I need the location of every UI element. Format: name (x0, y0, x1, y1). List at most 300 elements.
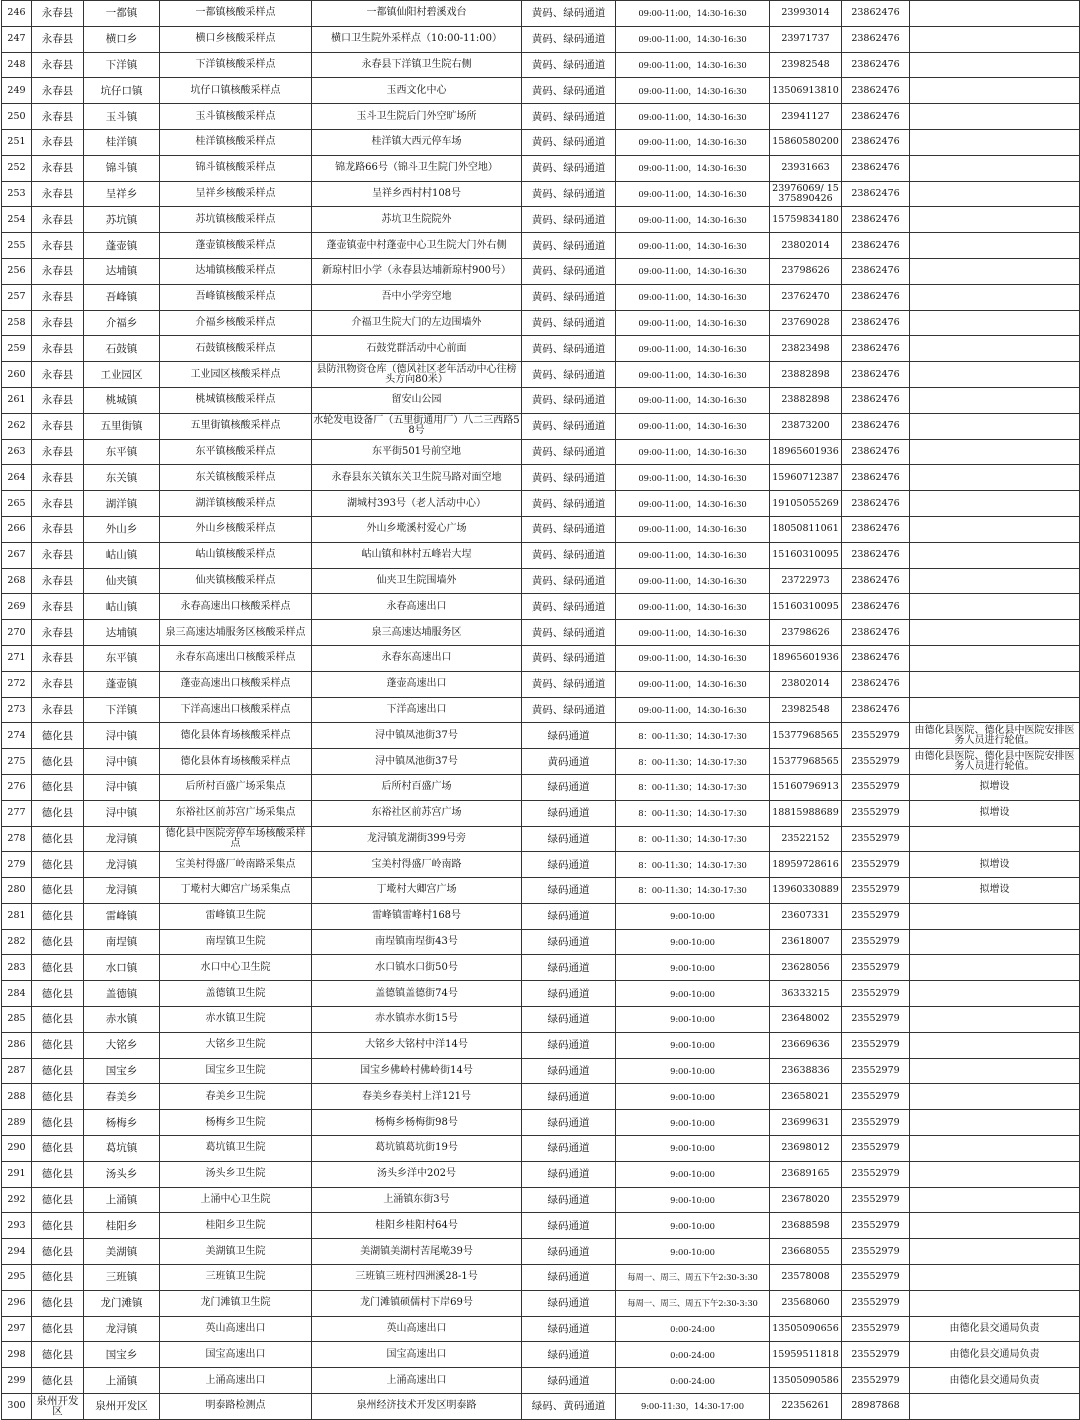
county-cell: 永春县 (32, 52, 84, 78)
contact-phone-cell: 15959511818 (770, 1342, 842, 1368)
note-cell (910, 387, 1080, 413)
address-cell: 新琼村旧小学（永春县达埔新琼村900号） (312, 258, 522, 284)
table-row (2, 1290, 1080, 1316)
contact-phone-cell: 13960330889 (770, 878, 842, 904)
address-cell: 东裕社区前苏宫广场 (312, 800, 522, 826)
hours-cell: 9:00-11:30，14:30-17:00 (616, 1394, 770, 1420)
county-cell: 永春县 (32, 1, 84, 27)
hours-cell: 9:00-10:00 (616, 1084, 770, 1110)
hotline-cell: 28987868 (842, 1394, 910, 1420)
site-name-cell: 盖德镇卫生院 (160, 981, 312, 1007)
town-cell: 下洋镇 (84, 697, 160, 723)
town-cell: 春美乡 (84, 1084, 160, 1110)
hotline-cell: 23862476 (842, 465, 910, 491)
row-number-cell: 275 (2, 749, 32, 775)
hours-cell: 9:00-10:00 (616, 1187, 770, 1213)
row-number-cell: 274 (2, 723, 32, 749)
channel-cell: 黄码、绿码通道 (522, 465, 616, 491)
row-number-cell: 248 (2, 52, 32, 78)
contact-phone-cell: 23522152 (770, 826, 842, 852)
hours-cell: 09:00-11:00，14:30-16:30 (616, 258, 770, 284)
channel-cell: 黄码、绿码通道 (522, 568, 616, 594)
row-number-cell: 251 (2, 129, 32, 155)
row-number-cell: 261 (2, 387, 32, 413)
site-name-cell: 下洋镇核酸采样点 (160, 52, 312, 78)
table-row (2, 1007, 1080, 1033)
table-row (2, 1187, 1080, 1213)
site-name-cell: 蓬壶高速出口核酸采样点 (160, 671, 312, 697)
channel-cell: 黄码、绿码通道 (522, 413, 616, 439)
contact-phone-cell: 23882898 (770, 362, 842, 388)
town-cell: 浔中镇 (84, 774, 160, 800)
town-cell: 湖洋镇 (84, 491, 160, 517)
contact-phone-cell: 23802014 (770, 671, 842, 697)
address-cell: 葛坑镇葛坑街19号 (312, 1136, 522, 1162)
contact-phone-cell: 23658021 (770, 1084, 842, 1110)
note-cell (910, 78, 1080, 104)
hotline-cell: 23862476 (842, 52, 910, 78)
row-number-cell: 265 (2, 491, 32, 517)
hours-cell: 0:00-24:00 (616, 1368, 770, 1394)
note-cell (910, 1058, 1080, 1084)
table-row (2, 129, 1080, 155)
hours-cell: 8：00-11:30；14:30-17:30 (616, 723, 770, 749)
hotline-cell: 23552979 (842, 1342, 910, 1368)
contact-phone-cell: 23688598 (770, 1213, 842, 1239)
town-cell: 外山乡 (84, 516, 160, 542)
site-name-cell: 石鼓镇核酸采样点 (160, 336, 312, 362)
contact-phone-cell: 15160310095 (770, 594, 842, 620)
address-cell: 龙门滩镇硕儒村下岸69号 (312, 1290, 522, 1316)
table-row (2, 1136, 1080, 1162)
table-row (2, 258, 1080, 284)
hotline-cell: 23552979 (842, 1161, 910, 1187)
table-row (2, 645, 1080, 671)
row-number-cell: 254 (2, 207, 32, 233)
table-row (2, 104, 1080, 130)
hotline-cell: 23552979 (842, 1110, 910, 1136)
hotline-cell: 23862476 (842, 362, 910, 388)
table-row (2, 671, 1080, 697)
town-cell: 龙浔镇 (84, 1316, 160, 1342)
town-cell: 龙门滩镇 (84, 1290, 160, 1316)
county-cell: 德化县 (32, 1239, 84, 1265)
note-cell (910, 310, 1080, 336)
hours-cell: 9:00-10:00 (616, 1032, 770, 1058)
contact-phone-cell: 13505090656 (770, 1316, 842, 1342)
channel-cell: 黄码、绿码通道 (522, 52, 616, 78)
row-number-cell: 259 (2, 336, 32, 362)
table-row (2, 207, 1080, 233)
county-cell: 德化县 (32, 1290, 84, 1316)
address-cell: 上涌镇东街3号 (312, 1187, 522, 1213)
address-cell: 春美乡春美村上洋121号 (312, 1084, 522, 1110)
address-cell: 盖德镇盖德街74号 (312, 981, 522, 1007)
site-name-cell: 南埕镇卫生院 (160, 929, 312, 955)
town-cell: 岵山镇 (84, 542, 160, 568)
address-cell: 龙浔镇龙湖街399号旁 (312, 826, 522, 852)
contact-phone-cell: 23982548 (770, 697, 842, 723)
row-number-cell: 282 (2, 929, 32, 955)
hotline-cell: 23862476 (842, 645, 910, 671)
channel-cell: 黄码、绿码通道 (522, 181, 616, 207)
county-cell: 德化县 (32, 1084, 84, 1110)
note-cell (910, 955, 1080, 981)
county-cell: 永春县 (32, 491, 84, 517)
channel-cell: 绿码通道 (522, 1187, 616, 1213)
county-cell: 德化县 (32, 749, 84, 775)
channel-cell: 黄码、绿码通道 (522, 129, 616, 155)
channel-cell: 绿码通道 (522, 981, 616, 1007)
channel-cell: 绿码通道 (522, 1290, 616, 1316)
table-row (2, 594, 1080, 620)
contact-phone-cell: 23882898 (770, 387, 842, 413)
row-number-cell: 246 (2, 1, 32, 27)
county-cell: 德化县 (32, 1136, 84, 1162)
address-cell: 浔中镇凤池街37号 (312, 749, 522, 775)
site-name-cell: 坑仔口镇核酸采样点 (160, 78, 312, 104)
table-row (2, 413, 1080, 439)
hours-cell: 09:00-11:00，14:30-16:30 (616, 52, 770, 78)
site-name-cell: 岵山镇核酸采样点 (160, 542, 312, 568)
hours-cell: 09:00-11:00，14:30-16:30 (616, 491, 770, 517)
site-name-cell: 介福乡核酸采样点 (160, 310, 312, 336)
note-cell (910, 645, 1080, 671)
channel-cell: 绿码通道 (522, 723, 616, 749)
row-number-cell: 260 (2, 362, 32, 388)
note-cell (910, 620, 1080, 646)
note-cell (910, 104, 1080, 130)
row-number-cell: 300 (2, 1394, 32, 1420)
hotline-cell: 23862476 (842, 104, 910, 130)
county-cell: 德化县 (32, 826, 84, 852)
hotline-cell: 23552979 (842, 903, 910, 929)
site-name-cell: 外山乡核酸采样点 (160, 516, 312, 542)
county-cell: 德化县 (32, 852, 84, 878)
town-cell: 杨梅乡 (84, 1110, 160, 1136)
site-name-cell: 仙夹镇核酸采样点 (160, 568, 312, 594)
contact-phone-cell: 23618007 (770, 929, 842, 955)
note-cell (910, 362, 1080, 388)
contact-phone-cell: 23993014 (770, 1, 842, 27)
channel-cell: 绿码通道 (522, 826, 616, 852)
site-name-cell: 雷峰镇卫生院 (160, 903, 312, 929)
note-cell (910, 1007, 1080, 1033)
hotline-cell: 23552979 (842, 1213, 910, 1239)
row-number-cell: 264 (2, 465, 32, 491)
hotline-cell: 23862476 (842, 129, 910, 155)
table-row (2, 439, 1080, 465)
hotline-cell: 23552979 (842, 1084, 910, 1110)
channel-cell: 黄码通道 (522, 749, 616, 775)
county-cell: 永春县 (32, 620, 84, 646)
channel-cell: 黄码、绿码通道 (522, 439, 616, 465)
contact-phone-cell: 23638836 (770, 1058, 842, 1084)
county-cell: 永春县 (32, 129, 84, 155)
note-cell: 由德化县交通局负责 (910, 1316, 1080, 1342)
channel-cell: 绿码通道 (522, 1316, 616, 1342)
table-row (2, 284, 1080, 310)
hotline-cell: 23552979 (842, 826, 910, 852)
table-row (2, 852, 1080, 878)
table-row (2, 491, 1080, 517)
hotline-cell: 23552979 (842, 1032, 910, 1058)
hours-cell: 8：00-11:30；14:30-17:30 (616, 774, 770, 800)
address-cell: 美湖镇美湖村苦尾墘39号 (312, 1239, 522, 1265)
hours-cell: 09:00-11:00，14:30-16:30 (616, 387, 770, 413)
note-cell: 由德化县交通局负责 (910, 1342, 1080, 1368)
county-cell: 永春县 (32, 671, 84, 697)
channel-cell: 黄码、绿码通道 (522, 516, 616, 542)
table-row (2, 52, 1080, 78)
channel-cell: 绿码通道 (522, 878, 616, 904)
hotline-cell: 23862476 (842, 155, 910, 181)
hours-cell: 每周一、周三、周五下午2:30-3:30 (616, 1290, 770, 1316)
channel-cell: 绿码通道 (522, 1110, 616, 1136)
note-cell (910, 129, 1080, 155)
table-row (2, 929, 1080, 955)
note-cell (910, 284, 1080, 310)
address-cell: 泉三高速达埔服务区 (312, 620, 522, 646)
channel-cell: 绿码通道 (522, 929, 616, 955)
town-cell: 盖德镇 (84, 981, 160, 1007)
table-row (2, 78, 1080, 104)
town-cell: 国宝乡 (84, 1058, 160, 1084)
address-cell: 后所村百盛广场 (312, 774, 522, 800)
note-cell (910, 1265, 1080, 1291)
row-number-cell: 285 (2, 1007, 32, 1033)
site-name-cell: 美湖镇卫生院 (160, 1239, 312, 1265)
contact-phone-cell: 23668055 (770, 1239, 842, 1265)
channel-cell: 黄码、绿码通道 (522, 387, 616, 413)
hours-cell: 09:00-11:00，14:30-16:30 (616, 78, 770, 104)
hours-cell: 09:00-11:00，14:30-16:30 (616, 439, 770, 465)
hotline-cell: 23552979 (842, 1290, 910, 1316)
note-cell (910, 594, 1080, 620)
site-name-cell: 国宝乡卫生院 (160, 1058, 312, 1084)
channel-cell: 绿码通道 (522, 1368, 616, 1394)
county-cell: 永春县 (32, 155, 84, 181)
contact-phone-cell: 23823498 (770, 336, 842, 362)
contact-phone-cell: 22356261 (770, 1394, 842, 1420)
site-name-cell: 永春东高速出口核酸采样点 (160, 645, 312, 671)
table-row (2, 1213, 1080, 1239)
table-row (2, 955, 1080, 981)
address-cell: 县防汛物资仓库（德风社区老年活动中心往榜头方向80米） (312, 362, 522, 388)
site-name-cell: 德化县中医院旁停车场核酸采样点 (160, 826, 312, 852)
address-cell: 英山高速出口 (312, 1316, 522, 1342)
hotline-cell: 23862476 (842, 439, 910, 465)
table-row (2, 1032, 1080, 1058)
site-name-cell: 一都镇核酸采样点 (160, 1, 312, 27)
county-cell: 德化县 (32, 1161, 84, 1187)
town-cell: 水口镇 (84, 955, 160, 981)
row-number-cell: 295 (2, 1265, 32, 1291)
contact-phone-cell: 23976069/ 15375890426 (770, 181, 842, 207)
channel-cell: 绿码通道 (522, 1239, 616, 1265)
table-row (2, 1058, 1080, 1084)
site-name-cell: 泉三高速达埔服务区核酸采样点 (160, 620, 312, 646)
contact-phone-cell: 15860580200 (770, 129, 842, 155)
county-cell: 永春县 (32, 645, 84, 671)
site-name-cell: 苏坑镇核酸采样点 (160, 207, 312, 233)
town-cell: 蓬壶镇 (84, 671, 160, 697)
town-cell: 东平镇 (84, 439, 160, 465)
note-cell (910, 1136, 1080, 1162)
town-cell: 浔中镇 (84, 723, 160, 749)
town-cell: 桂阳乡 (84, 1213, 160, 1239)
town-cell: 东关镇 (84, 465, 160, 491)
hours-cell: 8：00-11:30；14:30-17:30 (616, 749, 770, 775)
hours-cell: 9:00-10:00 (616, 1239, 770, 1265)
address-cell: 桂洋镇大西元停车场 (312, 129, 522, 155)
row-number-cell: 271 (2, 645, 32, 671)
hours-cell: 09:00-11:00，14:30-16:30 (616, 155, 770, 181)
contact-phone-cell: 18965601936 (770, 645, 842, 671)
table-body (2, 1, 1080, 1420)
channel-cell: 绿码通道 (522, 903, 616, 929)
county-cell: 德化县 (32, 1342, 84, 1368)
county-cell: 永春县 (32, 697, 84, 723)
site-name-cell: 宝美村得盛厂岭南路采集点 (160, 852, 312, 878)
contact-phone-cell: 19105055269 (770, 491, 842, 517)
hours-cell: 09:00-11:00，14:30-16:30 (616, 207, 770, 233)
hours-cell: 0:00-24:00 (616, 1316, 770, 1342)
note-cell (910, 1394, 1080, 1420)
site-name-cell: 湖洋镇核酸采样点 (160, 491, 312, 517)
note-cell (910, 439, 1080, 465)
note-cell (910, 1213, 1080, 1239)
contact-phone-cell: 23873200 (770, 413, 842, 439)
hotline-cell: 23862476 (842, 207, 910, 233)
row-number-cell: 286 (2, 1032, 32, 1058)
hotline-cell: 23552979 (842, 723, 910, 749)
row-number-cell: 247 (2, 26, 32, 52)
county-cell: 永春县 (32, 413, 84, 439)
contact-phone-cell: 36333215 (770, 981, 842, 1007)
town-cell: 蓬壶镇 (84, 233, 160, 259)
channel-cell: 黄码、绿码通道 (522, 491, 616, 517)
hotline-cell: 23862476 (842, 516, 910, 542)
row-number-cell: 293 (2, 1213, 32, 1239)
county-cell: 德化县 (32, 1058, 84, 1084)
address-cell: 下洋高速出口 (312, 697, 522, 723)
hours-cell: 09:00-11:00，14:30-16:30 (616, 594, 770, 620)
row-number-cell: 298 (2, 1342, 32, 1368)
note-cell (910, 1161, 1080, 1187)
address-cell: 吾中小学旁空地 (312, 284, 522, 310)
hotline-cell: 23862476 (842, 387, 910, 413)
hotline-cell: 23862476 (842, 568, 910, 594)
table-row (2, 1084, 1080, 1110)
row-number-cell: 270 (2, 620, 32, 646)
note-cell (910, 413, 1080, 439)
address-cell: 国宝乡佛岭村佛岭街14号 (312, 1058, 522, 1084)
hours-cell: 09:00-11:00，14:30-16:30 (616, 516, 770, 542)
town-cell: 汤头乡 (84, 1161, 160, 1187)
town-cell: 岵山镇 (84, 594, 160, 620)
town-cell: 国宝乡 (84, 1342, 160, 1368)
town-cell: 锦斗镇 (84, 155, 160, 181)
note-cell (910, 155, 1080, 181)
note-cell: 拟增设 (910, 800, 1080, 826)
county-cell: 永春县 (32, 336, 84, 362)
hotline-cell: 23552979 (842, 852, 910, 878)
county-cell: 永春县 (32, 542, 84, 568)
table-row (2, 1, 1080, 27)
county-cell: 永春县 (32, 78, 84, 104)
channel-cell: 绿码通道 (522, 1007, 616, 1033)
channel-cell: 黄码、绿码通道 (522, 594, 616, 620)
table-row (2, 826, 1080, 852)
channel-cell: 黄码、绿码通道 (522, 155, 616, 181)
address-cell: 国宝高速出口 (312, 1342, 522, 1368)
county-cell: 德化县 (32, 1187, 84, 1213)
address-cell: 南埕镇南埕街43号 (312, 929, 522, 955)
hours-cell: 09:00-11:00，14:30-16:30 (616, 284, 770, 310)
town-cell: 达埔镇 (84, 620, 160, 646)
contact-phone-cell: 23982548 (770, 52, 842, 78)
hours-cell: 09:00-11:00，14:30-16:30 (616, 645, 770, 671)
row-number-cell: 278 (2, 826, 32, 852)
hotline-cell: 23552979 (842, 878, 910, 904)
county-cell: 德化县 (32, 981, 84, 1007)
address-cell: 湖城村393号（老人活动中心） (312, 491, 522, 517)
channel-cell: 黄码、绿码通道 (522, 104, 616, 130)
row-number-cell: 253 (2, 181, 32, 207)
channel-cell: 绿码通道 (522, 1084, 616, 1110)
note-cell (910, 1187, 1080, 1213)
channel-cell: 黄码、绿码通道 (522, 1, 616, 27)
hours-cell: 09:00-11:00，14:30-16:30 (616, 233, 770, 259)
county-cell: 永春县 (32, 284, 84, 310)
hours-cell: 09:00-11:00，14:30-16:30 (616, 362, 770, 388)
address-cell: 永春东高速出口 (312, 645, 522, 671)
row-number-cell: 262 (2, 413, 32, 439)
site-name-cell: 明泰路检测点 (160, 1394, 312, 1420)
note-cell (910, 26, 1080, 52)
channel-cell: 绿码通道 (522, 1213, 616, 1239)
county-cell: 德化县 (32, 955, 84, 981)
hotline-cell: 23862476 (842, 181, 910, 207)
row-number-cell: 283 (2, 955, 32, 981)
row-number-cell: 258 (2, 310, 32, 336)
row-number-cell: 296 (2, 1290, 32, 1316)
sampling-sites-table (1, 0, 1080, 1420)
hotline-cell: 23862476 (842, 413, 910, 439)
table-row (2, 1265, 1080, 1291)
note-cell: 拟增设 (910, 852, 1080, 878)
site-name-cell: 吾峰镇核酸采样点 (160, 284, 312, 310)
contact-phone-cell: 23802014 (770, 233, 842, 259)
hours-cell: 09:00-11:00，14:30-16:30 (616, 542, 770, 568)
contact-phone-cell: 15160796913 (770, 774, 842, 800)
county-cell: 永春县 (32, 439, 84, 465)
hotline-cell: 23552979 (842, 955, 910, 981)
address-cell: 蓬壶高速出口 (312, 671, 522, 697)
town-cell: 三班镇 (84, 1265, 160, 1291)
contact-phone-cell: 23568060 (770, 1290, 842, 1316)
hotline-cell: 23552979 (842, 929, 910, 955)
note-cell (910, 826, 1080, 852)
note-cell (910, 1290, 1080, 1316)
contact-phone-cell: 13505090586 (770, 1368, 842, 1394)
table-row (2, 26, 1080, 52)
row-number-cell: 294 (2, 1239, 32, 1265)
site-name-cell: 汤头乡卫生院 (160, 1161, 312, 1187)
town-cell: 东平镇 (84, 645, 160, 671)
hotline-cell: 23862476 (842, 310, 910, 336)
